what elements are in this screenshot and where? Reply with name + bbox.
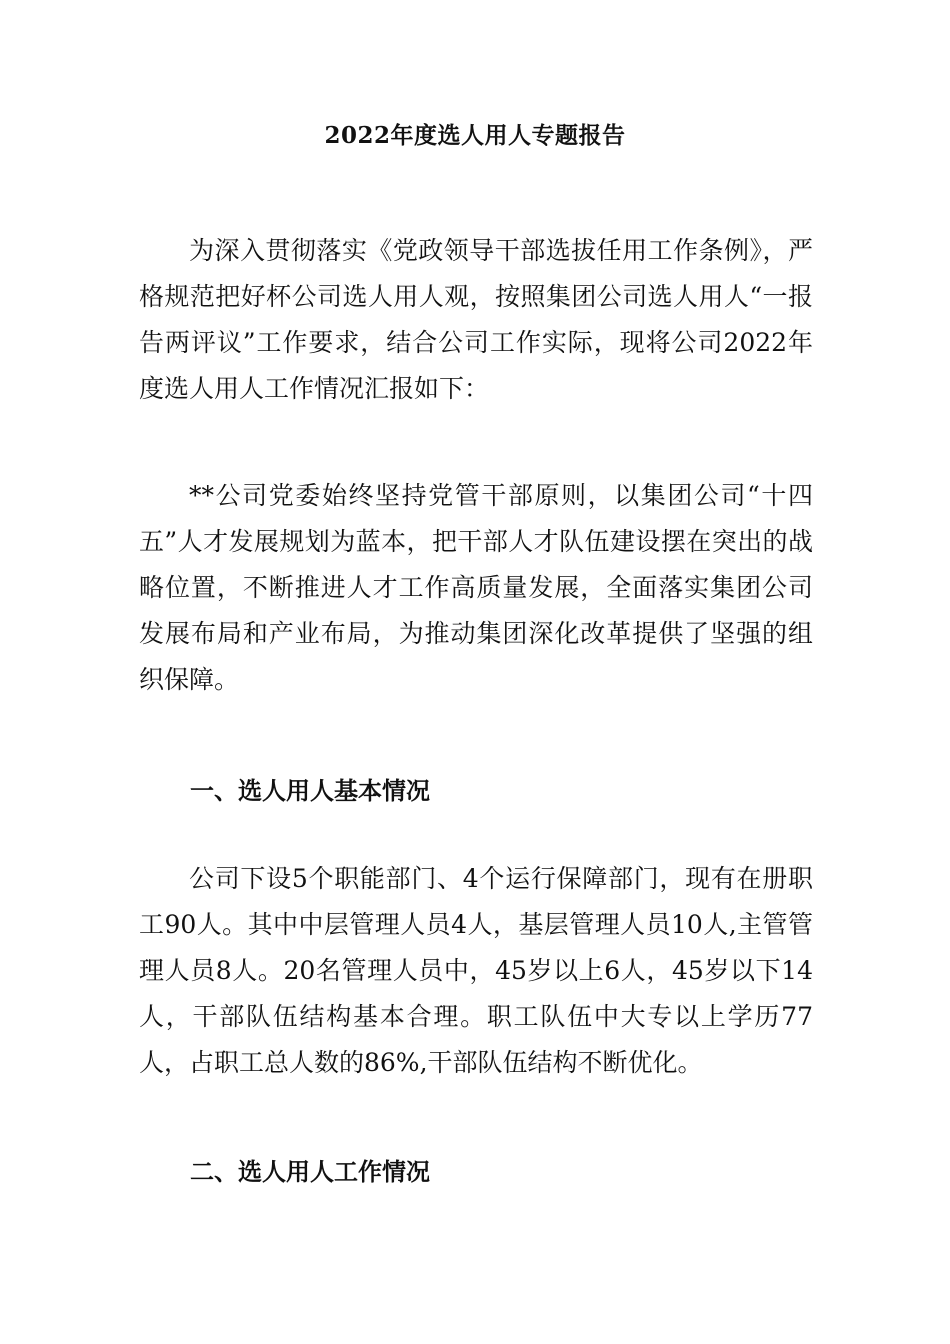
summary-paragraph: **公司党委始终坚持党管干部原则，以集团公司“十四五”人才发展规划为蓝本，把干部人才队伍建设摆在突出的战略位置，不断推进人才工作高质量发展，全面落实集团公司发展布局和产业布局，为推动集团深化改革提供了坚强的组织保障。 — [139, 481, 813, 694]
section-1-heading: 一、选人用人基本情况 — [190, 776, 430, 805]
section-1-paragraph: 公司下设5个职能部门、4个运行保障部门，现有在册职工90人。其中中层管理人员4人，基层管理人员10人,主管管理人员8人。20名管理人员中，45岁以上6人，45岁以下14人，干部队伍结构基本合理。职工队伍中大专以上学历77人，占职工总人数的86%,干部队伍结构不断优化。 — [139, 864, 813, 1077]
section-2-heading: 二、选人用人工作情况 — [190, 1157, 430, 1186]
document-title: 2022年度选人用人专题报告 — [324, 122, 626, 149]
intro-paragraph: 为深入贯彻落实《党政领导干部选拔任用工作条例》，严格规范把好杯公司选人用人观，按照集团公司选人用人“一报告两评议”工作要求，结合公司工作实际，现将公司2022年度选人用人工作情况汇报如下： — [139, 236, 813, 403]
